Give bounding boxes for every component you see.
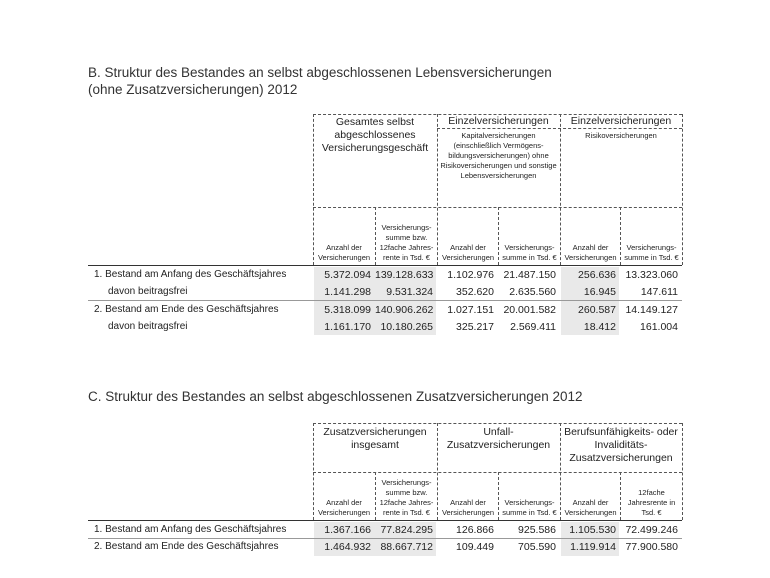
header-divider [498, 472, 499, 520]
header-bottom-rule [88, 520, 682, 521]
table-cell: 1.464.932 [324, 541, 371, 553]
table-cell: 2.569.411 [510, 321, 556, 333]
table-cell: 10.180.265 [380, 321, 433, 333]
header-top-line [313, 423, 682, 424]
group-header: Einzelversicherungen [448, 114, 549, 127]
section-b-title-line2: (ohne Zusatzversicherungen) 2012 [88, 82, 298, 97]
table-cell: 260.587 [578, 304, 616, 316]
table-cell: 126.866 [456, 524, 494, 536]
header-line [437, 128, 682, 129]
table-cell: 925.586 [518, 524, 556, 536]
table-cell: 77.900.580 [625, 541, 678, 553]
table-cell: 14.149.127 [625, 304, 678, 316]
column-header: Versicherungs-summe bzw. 12fache Jahres-rente in Tsd. € [379, 223, 434, 262]
table-cell: 21.487.150 [503, 269, 556, 281]
table-cell: 705.590 [518, 541, 556, 553]
table-cell: 88.667.712 [380, 541, 433, 553]
row-label: 2. Bestand am Ende des Geschäftsjahres [94, 304, 279, 315]
row-label: 2. Bestand am Ende des Geschäftsjahres [94, 541, 279, 552]
table-cell: 1.102.976 [447, 269, 494, 281]
column-header: Versicherungs-summe bzw. 12fache Jahres-rente in Tsd. € [379, 478, 434, 517]
row-label: 1. Bestand am Anfang des Geschäftsjahres [94, 524, 287, 535]
table-cell: 2.635.560 [509, 286, 556, 298]
table-cell: 77.824.295 [380, 524, 433, 536]
column-header: Anzahl der Versicherungen [317, 498, 371, 517]
table-cell: 325.217 [456, 321, 494, 333]
table-cell: 256.636 [578, 269, 616, 281]
subgroup-header: Risikoversicherungen [585, 131, 657, 140]
table-cell: 9.531.324 [386, 286, 433, 298]
column-header: Anzahl der Versicherungen [564, 243, 617, 262]
row-label: davon beitragsfrei [108, 321, 188, 332]
column-header: Anzahl der Versicherungen [441, 243, 495, 262]
group-header: Berufsunfähigkeits- oder Invaliditäts-Zusatzversicherungen [564, 426, 678, 464]
header-right-line [682, 114, 683, 265]
header-bottom-rule [88, 265, 682, 266]
table-cell: 18.412 [583, 321, 616, 333]
row-label: davon beitragsfrei [108, 286, 188, 297]
column-header: Anzahl der Versicherungen [564, 498, 617, 517]
table-cell: 16.945 [583, 286, 616, 298]
table-cell: 5.372.094 [324, 269, 371, 281]
header-divider [375, 207, 376, 265]
row-separator [88, 538, 682, 539]
table-cell: 72.499.246 [625, 524, 678, 536]
table-cell: 140.906.262 [375, 304, 434, 316]
table-cell: 147.611 [640, 286, 678, 298]
row-label: 1. Bestand am Anfang des Geschäftsjahres [94, 269, 287, 280]
column-header: 12fache Jahresrente in Tsd. € [627, 488, 676, 517]
table-cell: 1.161.170 [324, 321, 371, 333]
group-header: Einzelversicherungen [570, 114, 672, 127]
table-cell: 1.027.151 [447, 304, 494, 316]
group-header: Gesamtes selbst abgeschlossenes Versicherungsgeschäft [321, 116, 429, 154]
column-header: Versicherungs-summe in Tsd. € [502, 498, 557, 517]
table-cell: 5.318.099 [324, 304, 371, 316]
column-header: Versicherungs-summe in Tsd. € [624, 243, 679, 262]
header-right-line [682, 423, 683, 520]
column-header: Anzahl der Versicherungen [317, 243, 371, 262]
row-separator [88, 300, 682, 301]
table-cell: 13.323.060 [625, 269, 678, 281]
table-cell: 1.141.298 [324, 286, 371, 298]
header-divider [375, 472, 376, 520]
subgroup-header: Kapitalversicherungen (einschließlich Vermögens-bildungsversicherungen) ohne Risikoversicherungen und sonstige Lebensversicherungen [440, 131, 557, 180]
header-divider [620, 207, 621, 265]
header-divider [498, 207, 499, 265]
group-header: Zusatzversicherungen insgesamt [323, 426, 427, 451]
header-divider [620, 472, 621, 520]
table-cell: 1.119.914 [570, 541, 616, 553]
header-divider [437, 114, 438, 265]
section-c-title: C. Struktur des Bestandes an selbst abgeschlossenen Zusatzversicherungen 2012 [88, 389, 583, 404]
table-cell: 20.001.582 [503, 304, 556, 316]
table-cell: 1.367.166 [324, 524, 371, 536]
section-b-title-line1: B. Struktur des Bestandes an selbst abgeschlossenen Lebensversicherungen [88, 65, 552, 80]
column-header: Versicherungs-summe in Tsd. € [502, 243, 557, 262]
group-header: Unfall-Zusatzversicherungen [446, 426, 551, 451]
table-cell: 352.620 [456, 286, 494, 298]
table-cell: 139.128.633 [375, 269, 434, 281]
table-cell: 109.449 [456, 541, 494, 553]
table-cell: 161.004 [640, 321, 678, 333]
header-divider [560, 114, 561, 265]
table-cell: 1.105.530 [569, 524, 616, 536]
column-header: Anzahl der Versicherungen [441, 498, 495, 517]
